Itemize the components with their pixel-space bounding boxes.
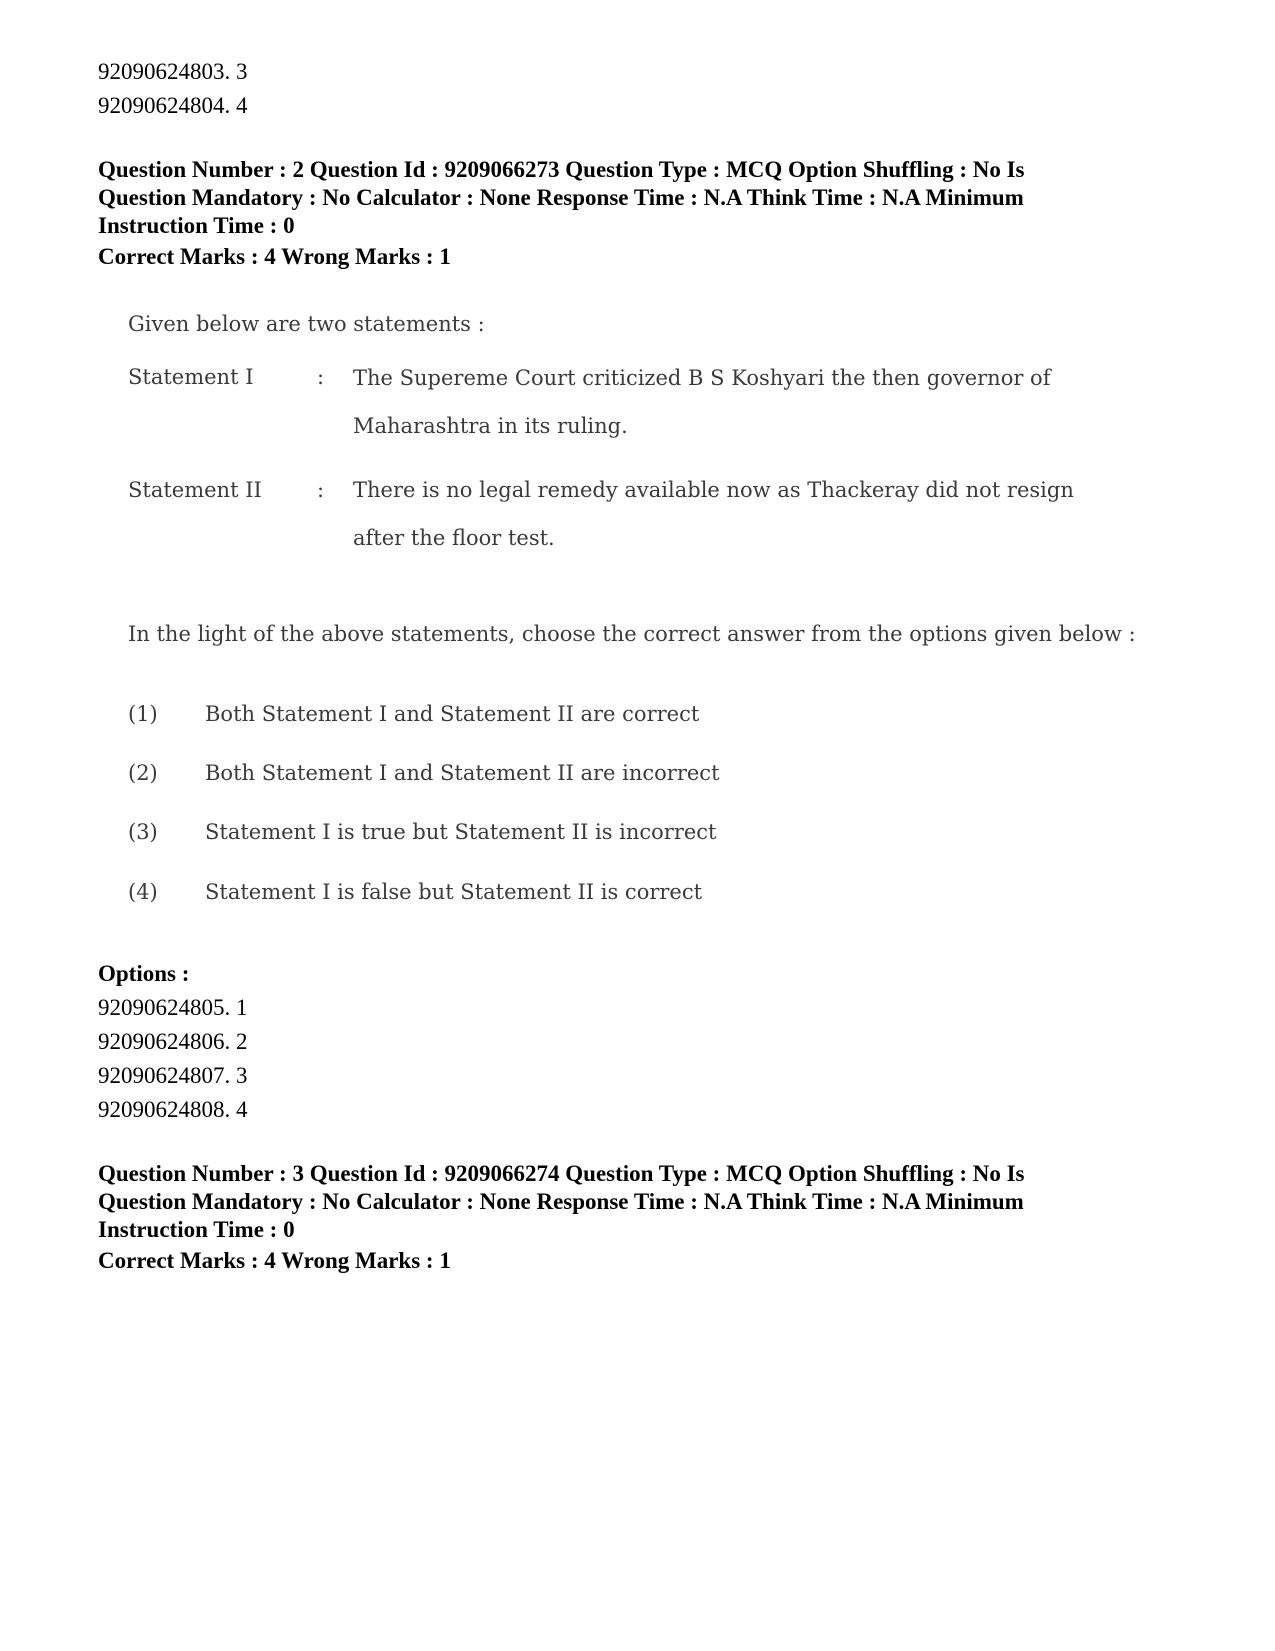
statement-2-text xyxy=(353,466,1168,562)
q3-marks: Correct Marks : 4 Wrong Marks : 1 xyxy=(98,1248,451,1273)
q2-meta-line-1: Question Number : 2 Question Id : 9209066273 Question Type : MCQ Option Shuffling : No Is xyxy=(98,157,1025,182)
choice-1-text: Both Statement I and Statement II are correct xyxy=(205,702,700,726)
q2-option-1: 92090624805. 1 xyxy=(98,995,248,1020)
choice-2-text: Both Statement I and Statement II are incorrect xyxy=(205,761,720,785)
statement-1-colon: : xyxy=(317,365,325,389)
statement-1-label: Statement I xyxy=(128,365,254,389)
statement-2-label: Statement II xyxy=(128,478,262,502)
q2-option-3: 92090624807. 3 xyxy=(98,1063,248,1088)
q2-options-heading: Options : xyxy=(98,961,190,986)
choice-4-text: Statement I is false but Statement II is correct xyxy=(205,880,703,904)
q2-intro: Given below are two statements : xyxy=(128,312,485,336)
statement-1-line-1: The Supereme Court criticized B S Koshyari the then governor of xyxy=(353,366,1051,390)
choice-3-number: (3) xyxy=(128,820,158,844)
q2-meta-line-2: Question Mandatory : No Calculator : None Response Time : N.A Think Time : N.A Minimum xyxy=(98,185,1024,210)
choice-1-number: (1) xyxy=(128,702,158,726)
q3-meta-line-3: Instruction Time : 0 xyxy=(98,1217,295,1242)
q2-question-image xyxy=(98,300,1136,940)
q2-prompt: In the light of the above statements, choose the correct answer from the options given below : xyxy=(128,622,1136,646)
statement-2-line-1: There is no legal remedy available now as Thackeray did not resign xyxy=(353,478,1074,502)
statement-2-line-2: after the floor test. xyxy=(353,526,555,550)
choice-3-text: Statement I is true but Statement II is incorrect xyxy=(205,820,717,844)
prev-option-4: 92090624804. 4 xyxy=(98,93,248,118)
q2-meta-line-3: Instruction Time : 0 xyxy=(98,213,295,238)
q3-meta-line-2: Question Mandatory : No Calculator : None Response Time : N.A Think Time : N.A Minimum xyxy=(98,1189,1024,1214)
q2-meta xyxy=(98,156,1108,240)
prev-option-3: 92090624803. 3 xyxy=(98,59,248,84)
statement-1-line-2: Maharashtra in its ruling. xyxy=(353,414,628,438)
choice-2-number: (2) xyxy=(128,761,158,785)
q2-option-2: 92090624806. 2 xyxy=(98,1029,248,1054)
choice-4-number: (4) xyxy=(128,880,158,904)
q3-meta-line-1: Question Number : 3 Question Id : 9209066274 Question Type : MCQ Option Shuffling : No Is xyxy=(98,1161,1025,1186)
statement-2-colon: : xyxy=(317,478,325,502)
q2-marks: Correct Marks : 4 Wrong Marks : 1 xyxy=(98,244,451,269)
q2-option-4: 92090624808. 4 xyxy=(98,1097,248,1122)
statement-1-text xyxy=(353,354,1168,450)
q3-meta xyxy=(98,1160,1108,1244)
